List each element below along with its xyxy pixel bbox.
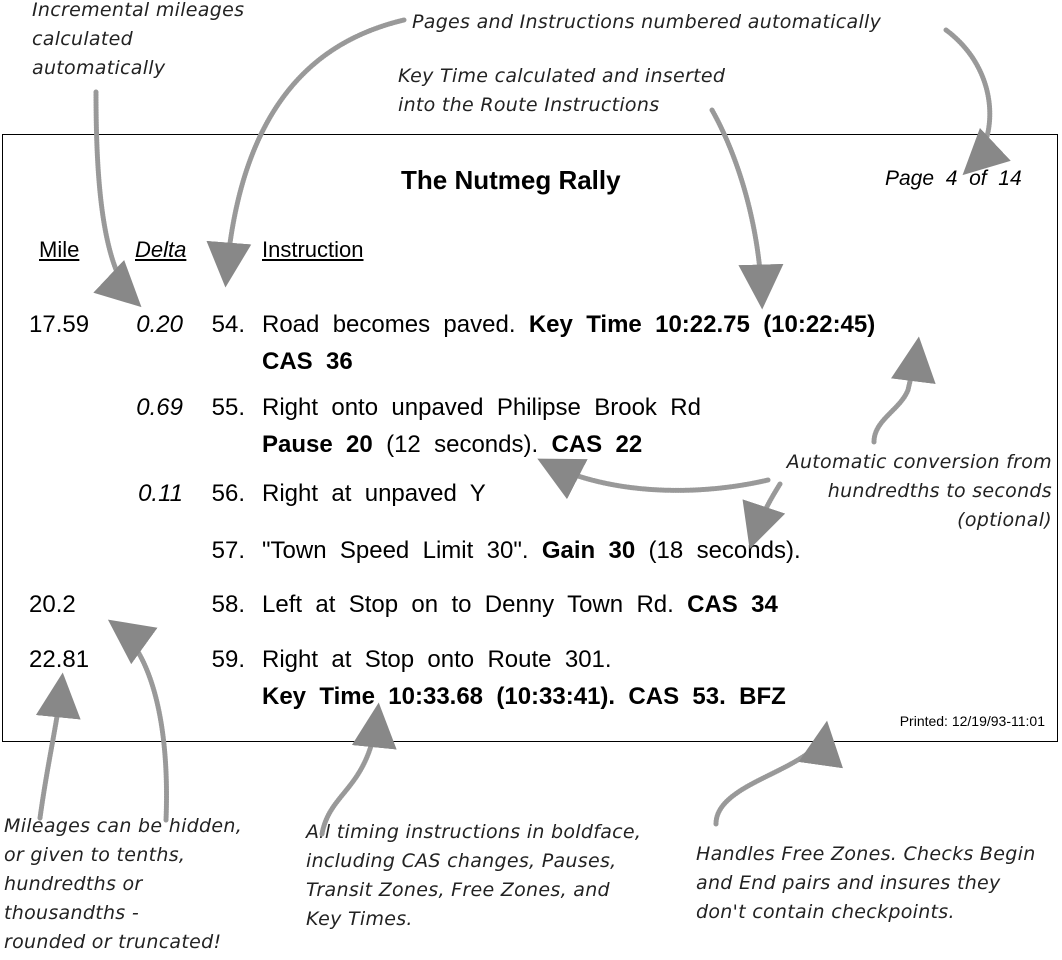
annotation-line: hundredths to seconds xyxy=(827,480,1052,502)
page-total: 14 xyxy=(998,167,1022,190)
timing-instruction: CAS 22 xyxy=(551,431,643,458)
row-number: 58. xyxy=(211,591,245,618)
instruction-text: Right at Stop onto Route 301. xyxy=(262,646,612,673)
annotation-line: into the Route Instructions xyxy=(398,94,660,116)
arrow-to-bfz xyxy=(716,728,826,824)
annotation-line: Incremental mileages xyxy=(32,0,245,21)
page-label: Page xyxy=(885,167,935,190)
arrow-to-converted-time xyxy=(874,344,918,442)
arrow-to-page-number xyxy=(946,30,990,170)
instruction-text: (12 seconds). xyxy=(372,431,552,458)
header-mile: Mile xyxy=(39,237,80,262)
timing-instruction: Pause 20 xyxy=(262,431,373,458)
row-mile: 22.81 xyxy=(29,646,90,673)
annotation-line: don't contain checkpoints. xyxy=(696,901,955,923)
annotation-line: hundredths or xyxy=(4,873,143,895)
row-number: 59. xyxy=(211,646,245,673)
printed-timestamp: Printed: 12/19/93-11:01 xyxy=(899,713,1045,729)
annotation-line: or given to tenths, xyxy=(4,844,186,866)
arrow-to-delta xyxy=(96,92,136,302)
row-mile: 20.2 xyxy=(29,591,76,618)
instruction-text: Right onto unpaved Philipse Brook Rd xyxy=(262,394,701,421)
annotation-line: automatically xyxy=(32,57,166,79)
instruction-text: Right at unpaved Y xyxy=(262,480,486,507)
annotation-line: rounded or truncated! xyxy=(4,931,222,953)
timing-instruction: Gain 30 xyxy=(541,537,636,564)
row-number: 54. xyxy=(211,311,245,338)
annotation-line: Pages and Instructions numbered automatically xyxy=(412,11,882,33)
instruction-text: Road becomes paved. xyxy=(262,311,529,338)
annotation-line: Handles Free Zones. Checks Begin xyxy=(696,843,1036,865)
annotation-line: (optional) xyxy=(957,509,1052,531)
instruction-text: (18 seconds). xyxy=(635,537,801,564)
timing-instruction: CAS 34 xyxy=(687,591,778,618)
row-delta: 0.11 xyxy=(138,480,183,507)
instruction-text: "Town Speed Limit 30". xyxy=(262,537,542,564)
annotation-line: All timing instructions in boldface, xyxy=(306,821,642,843)
timing-instruction: CAS 36 xyxy=(262,348,353,375)
row-mile: 17.59 xyxy=(29,311,90,338)
annotation-line: Automatic conversion from xyxy=(786,451,1052,473)
timing-instruction: Key Time 10:33.68 (10:33:41). CAS 53. BFZ xyxy=(262,683,786,710)
row-delta: 0.69 xyxy=(136,394,183,421)
annotation-line: thousandths - xyxy=(4,902,139,924)
row-delta: 0.20 xyxy=(136,311,183,338)
page-of: of xyxy=(969,167,987,190)
timing-instruction: Key Time 10:22.75 (10:22:45) xyxy=(528,311,876,338)
row-number: 55. xyxy=(211,394,245,421)
row-number: 56. xyxy=(211,480,245,507)
arrow-to-key-time-bold xyxy=(322,710,378,834)
header-delta: Delta xyxy=(135,237,187,262)
instruction-text: Left at Stop on to Denny Town Rd. xyxy=(262,591,688,618)
header-instruction: Instruction xyxy=(262,237,364,262)
arrow-to-key-time xyxy=(712,110,762,302)
annotation-line: Key Times. xyxy=(306,908,413,930)
arrow-to-mile-22-81 xyxy=(40,680,62,818)
sheet-title: The Nutmeg Rally xyxy=(401,165,621,195)
arrow-to-mile-20-2 xyxy=(114,624,167,820)
annotation-line: Transit Zones, Free Zones, and xyxy=(306,879,610,901)
arrow-to-pause-seconds xyxy=(544,462,768,490)
arrow-to-instruction-number xyxy=(226,20,404,280)
annotation-line: Key Time calculated and inserted xyxy=(398,65,726,87)
row-number: 57. xyxy=(211,537,245,564)
arrow-to-gain-seconds xyxy=(752,484,780,542)
annotation-line: and End pairs and insures they xyxy=(696,872,1001,894)
page-number: 4 xyxy=(945,167,958,190)
annotation-line: calculated xyxy=(32,28,133,50)
annotation-line: Mileages can be hidden, xyxy=(4,815,243,837)
annotation-line: including CAS changes, Pauses, xyxy=(306,850,617,872)
